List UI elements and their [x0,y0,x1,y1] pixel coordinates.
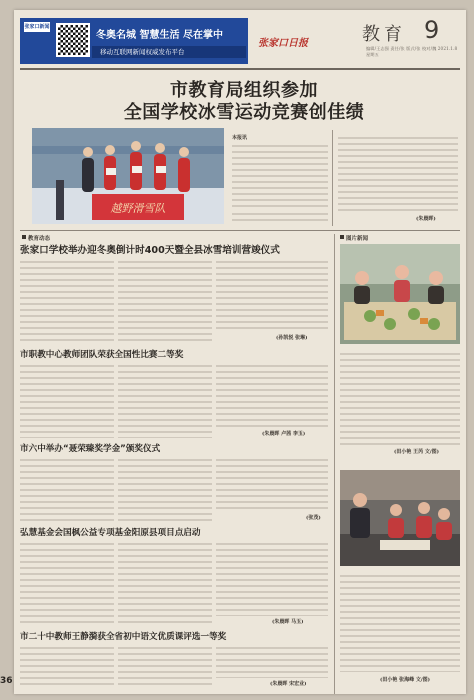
article-5-author: (朱晨晖 宋宏业) [270,681,307,687]
lead-headline-line1: 市教育局组织参加 [170,80,318,101]
lead-headline-line2: 全国学校冰雪运动竞赛创佳绩 [123,102,365,123]
newspaper-page [14,10,466,694]
page-meta: 编辑/王志强 责任/张 版式/张 校对/魏 2021.1.8 星期五 [366,46,458,57]
lead-photo [32,128,224,224]
article-1-author: (孙凯悦 张琳) [276,335,308,341]
lead-text-col1 [232,134,328,208]
lead-text-col2 [338,134,458,214]
article-4-author: (朱晨晖 马玉) [272,619,304,625]
photo-news-1 [340,244,460,344]
teacher-students-image [340,470,460,566]
ad-logo: 张家口新闻 [24,24,50,30]
ad-slogan: 冬奥名城 智慧生活 尽在掌中 [96,30,223,41]
article-5-headline: 市二十中教师王静漪获全省初中语文优质课评选一等奖 [20,632,227,642]
lead-dateline: 本报讯 [232,135,248,141]
photo-banner-text: 越野滑雪队 [110,202,166,215]
photo-news-1-caption [340,350,460,446]
photo-news-2-author: (田小艳 张海峰 文/图) [380,677,431,683]
article-3-author: (张茂) [306,515,321,521]
award-ceremony-image [32,128,224,224]
article-3-headline: 市六中举办“聂荣臻奖学金”颁奖仪式 [20,444,161,454]
newspaper-brand: 张家口日报 [258,38,308,49]
qr-code-icon [56,23,90,57]
students-crafts-image [340,244,460,344]
header-rule [20,68,460,70]
tag-photo-news: 图片新闻 [340,234,368,242]
article-4-headline: 弘慧基金会国枫公益专项基金阳原县项目点启动 [20,528,201,538]
article-1-headline: 张家口学校举办迎冬奥倒计时400天暨全县冰雪培训营竣仪式 [20,245,280,256]
header-advertisement [20,18,248,64]
page-edge-number: 36 [0,676,13,686]
photo-news-2-caption [340,572,460,672]
section-name: 教育 [362,24,406,45]
lead-author: (朱晨晖) [416,216,436,222]
article-2-headline: 市职教中心教师团队荣获全国性比赛二等奖 [20,350,184,360]
photo-news-1-author: (田小艳 王芮 文/图) [394,449,440,455]
ad-bar: 移动互联网新闻权威发布平台 [92,46,246,58]
article-2-author: (朱晨晖 卢茜 李玉) [262,431,306,437]
page-number: 9 [424,16,440,44]
photo-news-2 [340,470,460,566]
tag-edu-news: 教育动态 [22,234,50,242]
